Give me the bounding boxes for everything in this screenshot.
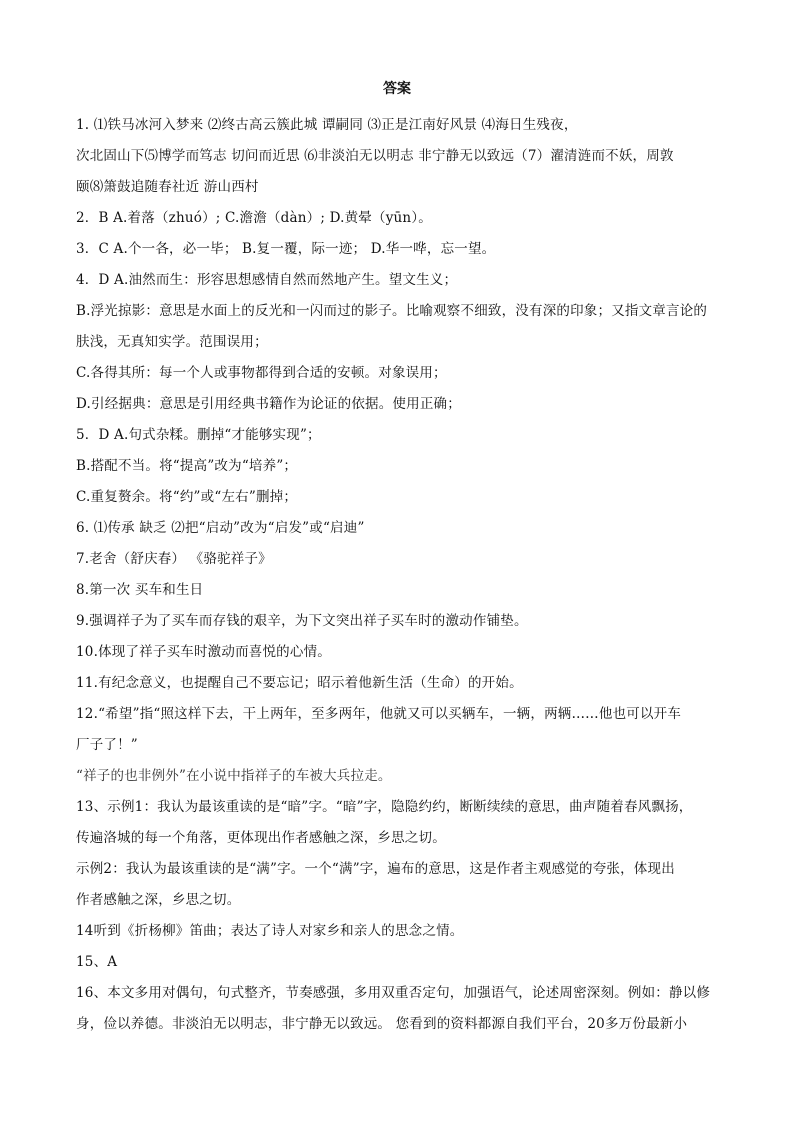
answer-line: 6. ⑴传承 缺乏 ⑵把“启动”改为“启发”或“启迪”: [76, 520, 365, 536]
answer-line: 8.第一次 买车和生日: [76, 582, 204, 598]
answer-line: 5．D A.句式杂糅。删掉“才能够实现”；: [76, 427, 321, 443]
answer-line: 16、本文多用对偶句，句式整齐，节奏感强，多用双重否定句，加强语气，论述周密深刻。例如：静以修: [76, 985, 711, 1001]
answer-line: 9.强调祥子为了买车而存钱的艰辛，为下文突出祥子买车时的激动作铺垫。: [76, 613, 528, 629]
answer-line: “祥子的也非例外”在小说中指祥子的车被大兵拉走。: [76, 768, 392, 784]
answer-line: C.各得其所：每一个人或事物都得到合适的安顿。对象误用；: [76, 365, 447, 381]
answer-line: 传遍洛城的每一个角落，更体现出作者感触之深，乡思之切。: [76, 830, 446, 846]
answer-line: 15、A: [76, 954, 118, 970]
answer-line: 示例2：我认为最该重读的是“满”字。一个“满”字，遍布的意思，这是作者主观感觉的夸张，体现出: [76, 861, 675, 877]
answer-line: 颐⑻箫鼓追随春社近 游山西村: [76, 179, 259, 195]
answer-line: 14听到《折杨柳》笛曲；表达了诗人对家乡和亲人的思念之情。: [76, 923, 464, 939]
answer-line: 次北固山下⑸博学而笃志 切问而近思 ⑹非淡泊无以明志 非宁静无以致远（7）濯清涟而不妖，周敦: [76, 148, 674, 164]
page-title: 答案: [383, 81, 411, 97]
answer-line: B.浮光掠影：意思是水面上的反光和一闪而过的影子。比喻观察不细致，没有深的印象；又指文章言论的: [76, 303, 708, 319]
answer-line: 3．C A.个一各，必一毕； B.复一覆，际一迹； D.华一哗，忘一望。: [76, 241, 496, 257]
answer-line: 11.有纪念意义，也提醒自己不要忘记；昭示着他新生活（生命）的开始。: [76, 675, 523, 691]
answer-line: D.引经据典：意思是引用经典书籍作为论证的依据。使用正确；: [76, 396, 461, 412]
answer-line: 肤浅，无真知实学。范围误用；: [76, 334, 268, 350]
answer-line: 厂子了！”: [76, 737, 138, 753]
answer-line: 1. ⑴铁马冰河入梦来 ⑵终古高云簇此城 谭嗣同 ⑶正是江南好风景 ⑷海日生残夜，: [76, 117, 578, 133]
answer-line: 10.体现了祥子买车时激动而喜悦的心情。: [76, 644, 331, 660]
answer-line: 4．D A.油然而生：形容思想感情自然而然地产生。望文生义；: [76, 272, 458, 288]
answer-line: 作者感触之深，乡思之切。: [76, 892, 241, 908]
answer-content: [76, 110, 726, 1040]
answer-line: B.搭配不当。将“提高”改为“培养”；: [76, 458, 298, 474]
answer-line: 13、示例1：我认为最该重读的是“暗”字。“暗”字，隐隐约约，断断续续的意思，曲声随着春风飘扬，: [76, 799, 693, 815]
answer-line: 7.老舍（舒庆春） 《骆驼祥子》: [76, 551, 272, 567]
answer-line: 身，俭以养德。非淡泊无以明志，非宁静无以致远。 您看到的资料都源自我们平台，20多万份最新小: [76, 1016, 688, 1032]
answer-line: C.重复赘余。将“约”或“左右”删掉；: [76, 489, 298, 505]
answer-line: 12.“希望”指“照这样下去，干上两年，至多两年，他就又可以买辆车，一辆，两辆……他也可以开车: [76, 706, 682, 722]
answer-line: 2．B A.着落（zhuó）; C.澹澹（dàn）; D.黄晕（yūn）。: [76, 210, 432, 226]
